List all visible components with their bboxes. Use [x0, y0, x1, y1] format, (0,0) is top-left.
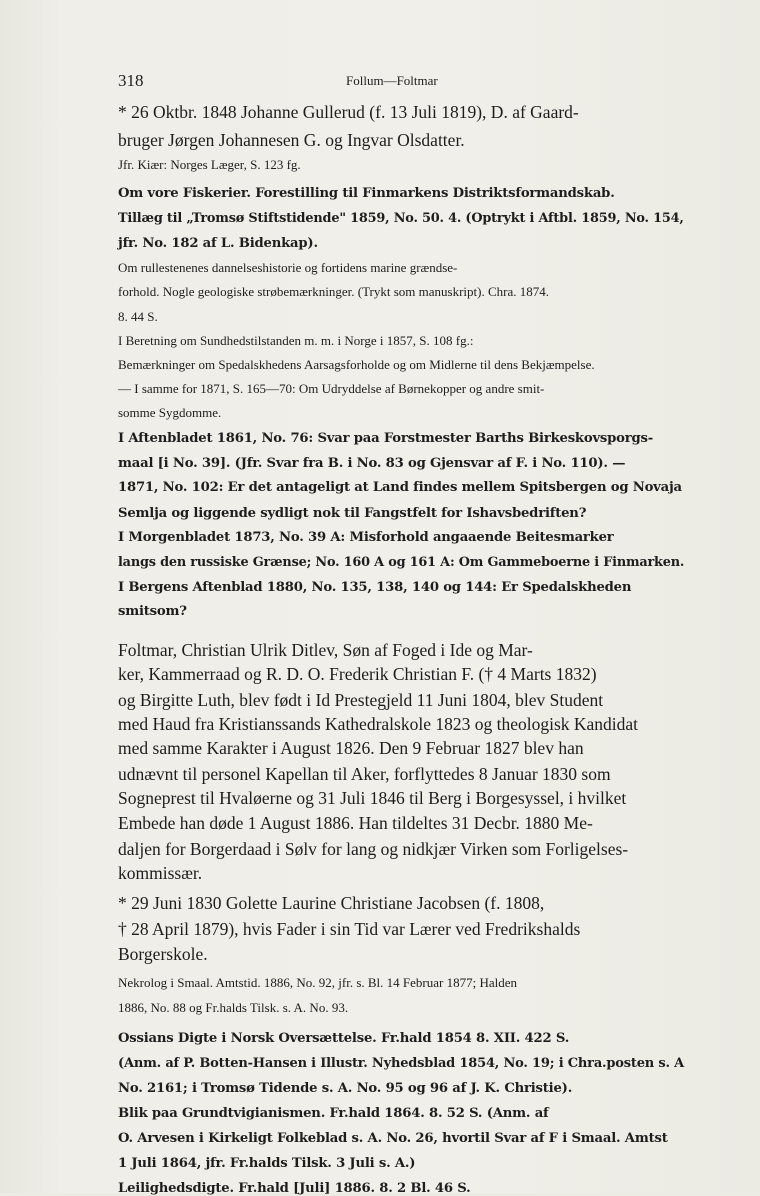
text-line: Sogneprest til Hvaløerne og 31 Juli 1846 til Berg i Borgesyssel, i hvilket [118, 788, 627, 808]
text-line: † 28 April 1879), hvis Fader i sin Tid var Lærer ved Fredrikshalds [118, 919, 581, 939]
text-line: No. 2161; i Tromsø Tidende s. A. No. 95 og 96 af J. K. Christie). [118, 1081, 573, 1096]
text-line: bruger Jørgen Johannesen G. og Ingvar Olsdatter. [118, 130, 465, 150]
running-header [118, 71, 684, 91]
text-line: Nekrolog i Smaal. Amtstid. 1886, No. 92, jfr. s. Bl. 14 Februar 1877; Halden [118, 975, 517, 990]
text-line: Blik paa Grundtvigianismen. Fr.hald 1864. 8. 52 S. (Anm. af [118, 1106, 549, 1121]
text-line: * 26 Oktbr. 1848 Johanne Gullerud (f. 13 Juli 1819), D. af Gaard- [118, 102, 579, 122]
text-line: 1 Juli 1864, jfr. Fr.halds Tilsk. 3 Juli s. A.) [118, 1156, 416, 1171]
text-line: Om vore Fiskerier. Forestilling til Finmarkens Distriktsformandskab. [118, 186, 615, 201]
text-line: * 29 Juni 1830 Golette Laurine Christiane Jacobsen (f. 1808, [118, 893, 545, 913]
text-line: I Morgenbladet 1873, No. 39 A: Misforhold angaaende Beitesmarker [118, 530, 614, 545]
text-line: 1871, No. 102: Er det antageligt at Land findes mellem Spitsbergen og Novaja [118, 480, 682, 495]
text-line: maal [i No. 39]. (Jfr. Svar fra B. i No. 83 og Gjensvar af F. i No. 110). — [118, 456, 626, 471]
running-title: Follum—Foltmar [346, 73, 438, 88]
text-line: smitsom? [118, 604, 187, 619]
text-line: (Anm. af P. Botten-Hansen i Illustr. Nyhedsblad 1854, No. 19; i Chra.posten s. A [118, 1056, 685, 1071]
text-line: O. Arvesen i Kirkeligt Folkeblad s. A. No. 26, hvortil Svar af F i Smaal. Amtst [118, 1131, 668, 1146]
text-line: Embede han døde 1 August 1886. Han tildeltes 31 Decbr. 1880 Me- [118, 813, 593, 833]
text-line: Semlja og liggende sydligt nok til Fangstfelt for Ishavsbedriften? [118, 506, 587, 521]
text-line: Bemærkninger om Spedalskhedens Aarsagsforholde og om Midlerne til dens Bekjæmpelse. [118, 357, 595, 372]
text-line: og Birgitte Luth, blev født i Id Prestegjeld 11 Juni 1804, blev Student [118, 690, 604, 710]
text-line: med samme Karakter i August 1826. Den 9 Februar 1827 blev han [118, 738, 584, 758]
text-line: kommissær. [118, 863, 203, 883]
text-line: I Aftenbladet 1861, No. 76: Svar paa Forstmester Barths Birkeskovsporgs- [118, 431, 654, 446]
text-line: Om rullestenenes dannelseshistorie og fortidens marine grændse- [118, 260, 458, 275]
text-line: Leilighedsdigte. Fr.hald [Juli] 1886. 8. 2 Bl. 46 S. [118, 1181, 471, 1196]
text-line: med Haud fra Kristianssands Kathedralskole 1823 og theologisk Kandidat [118, 714, 639, 734]
text-line: jfr. No. 182 af L. Bidenkap). [118, 236, 318, 251]
text-line: I Bergens Aftenblad 1880, No. 135, 138, 140 og 144: Er Spedalskheden [118, 580, 632, 595]
text-line: I Beretning om Sundhedstilstanden m. m. i Norge i 1857, S. 108 fg.: [118, 333, 474, 348]
text-line: udnævnt til personel Kapellan til Aker, forflyttedes 8 Januar 1830 som [118, 764, 611, 784]
text-line: Borgerskole. [118, 944, 208, 964]
text-line: 8. 44 S. [118, 309, 158, 324]
text-line: Ossians Digte i Norsk Oversættelse. Fr.hald 1854 8. XII. 422 S. [118, 1031, 570, 1046]
page-number: 318 [118, 71, 144, 90]
text-line: daljen for Borgerdaad i Sølv for lang og nidkjær Virken som Forligelses- [118, 839, 629, 859]
text-line: Foltmar, Christian Ulrik Ditlev, Søn af Foged i Ide og Mar- [118, 640, 533, 660]
text-line: Jfr. Kiær: Norges Læger, S. 123 fg. [118, 157, 301, 172]
text-line: Tillæg til „Tromsø Stiftstidende" 1859, No. 50. 4. (Optrykt i Aftbl. 1859, No. 154, [118, 211, 684, 226]
text-line: 1886, No. 88 og Fr.halds Tilsk. s. A. No. 93. [118, 1000, 349, 1015]
text-line: langs den russiske Grænse; No. 160 A og 161 A: Om Gammeboerne i Finmarken. [118, 555, 685, 570]
text-line: forhold. Nogle geologiske strøbemærkninger. (Trykt som manuskript). Chra. 1874. [118, 284, 550, 299]
text-line: somme Sygdomme. [118, 405, 222, 420]
text-line: — I samme for 1871, S. 165—70: Om Udryddelse af Børnekopper og andre smit- [118, 381, 545, 396]
text-line: ker, Kammerraad og R. D. O. Frederik Christian F. († 4 Marts 1832) [118, 664, 597, 684]
